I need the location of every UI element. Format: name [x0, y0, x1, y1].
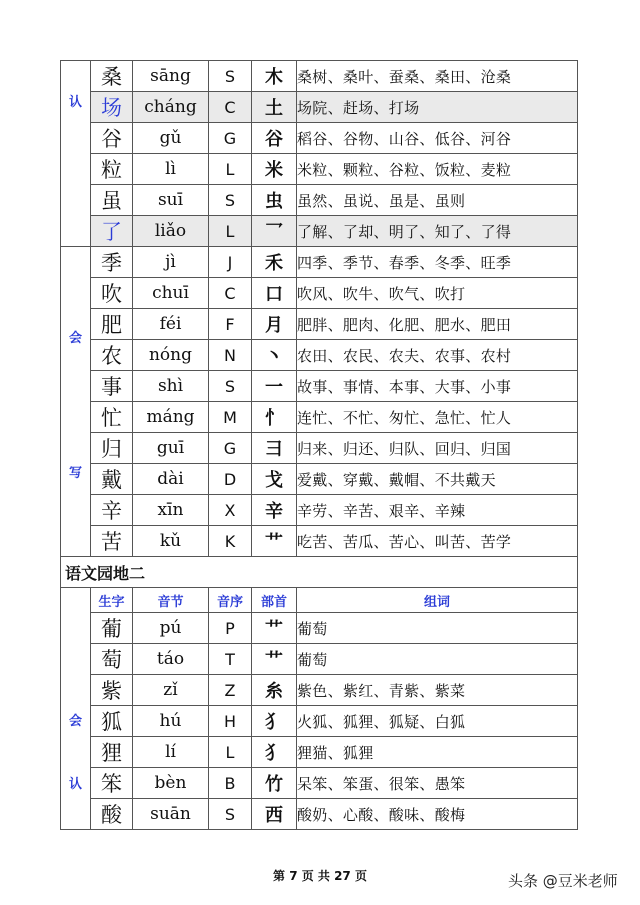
radical-cell: 月	[252, 309, 297, 340]
words-cell: 辛劳、辛苦、艰辛、辛辣	[297, 495, 578, 526]
table-row	[61, 92, 578, 123]
character-cell: 狐	[91, 706, 133, 737]
table-row	[61, 154, 578, 185]
character-cell: 葡	[91, 613, 133, 644]
radical-cell: 辛	[252, 495, 297, 526]
pinyin-cell: xīn	[133, 495, 209, 526]
pinyin-cell: pú	[133, 613, 209, 644]
radical-cell: 犭	[252, 706, 297, 737]
order-cell: J	[209, 247, 252, 278]
words-cell: 桑树、桑叶、蚕桑、桑田、沧桑	[297, 61, 578, 92]
pinyin-cell: hú	[133, 706, 209, 737]
radical-cell: 土	[252, 92, 297, 123]
pinyin-cell: lí	[133, 737, 209, 768]
radical-cell: 乛	[252, 216, 297, 247]
column-header-order: 音序	[209, 588, 252, 613]
character-cell: 忙	[91, 402, 133, 433]
radical-cell: 竹	[252, 768, 297, 799]
order-cell: N	[209, 340, 252, 371]
radical-cell: 艹	[252, 526, 297, 557]
character-cell: 谷	[91, 123, 133, 154]
order-cell: B	[209, 768, 252, 799]
column-header-radical: 部首	[252, 588, 297, 613]
table-row	[61, 706, 578, 737]
words-cell: 稻谷、谷物、山谷、低谷、河谷	[297, 123, 578, 154]
table-row	[61, 61, 578, 92]
words-cell: 虽然、虽说、虽是、虽则	[297, 185, 578, 216]
words-cell: 火狐、狐狸、狐疑、白狐	[297, 706, 578, 737]
pinyin-cell: féi	[133, 309, 209, 340]
pinyin-cell: suān	[133, 799, 209, 830]
side-label: 认	[68, 777, 82, 792]
pinyin-cell: cháng	[133, 92, 209, 123]
table-row	[61, 123, 578, 154]
vocabulary-table	[60, 60, 578, 830]
order-cell: L	[209, 737, 252, 768]
order-cell: L	[209, 216, 252, 247]
order-cell: C	[209, 278, 252, 309]
pinyin-cell: liǎo	[133, 216, 209, 247]
order-cell: C	[209, 92, 252, 123]
words-cell: 吃苦、苦瓜、苦心、叫苦、苦学	[297, 526, 578, 557]
side-label: 写	[68, 466, 82, 481]
table-row	[61, 216, 578, 247]
words-cell: 葡萄	[297, 644, 578, 675]
pinyin-cell: guī	[133, 433, 209, 464]
words-cell: 四季、季节、春季、冬季、旺季	[297, 247, 578, 278]
radical-cell: 糸	[252, 675, 297, 706]
column-header-words: 组词	[297, 588, 578, 613]
words-cell: 紫色、紫红、青紫、紫菜	[297, 675, 578, 706]
pinyin-cell: lì	[133, 154, 209, 185]
order-cell: G	[209, 433, 252, 464]
order-cell: L	[209, 154, 252, 185]
words-cell: 米粒、颗粒、谷粒、饭粒、麦粒	[297, 154, 578, 185]
character-cell: 紫	[91, 675, 133, 706]
table-row	[61, 185, 578, 216]
order-cell: K	[209, 526, 252, 557]
table-row	[61, 247, 578, 278]
character-cell: 事	[91, 371, 133, 402]
character-cell: 笨	[91, 768, 133, 799]
section-title: 语文园地二	[61, 557, 578, 588]
character-cell: 归	[91, 433, 133, 464]
order-cell: D	[209, 464, 252, 495]
table-row	[61, 737, 578, 768]
table-row	[61, 768, 578, 799]
character-cell: 戴	[91, 464, 133, 495]
order-cell: S	[209, 61, 252, 92]
side-label: 认	[68, 95, 82, 110]
words-cell: 农田、农民、农夫、农事、农村	[297, 340, 578, 371]
column-header-pinyin: 音节	[133, 588, 209, 613]
side-label-column	[61, 588, 91, 830]
pinyin-cell: máng	[133, 402, 209, 433]
character-cell: 场	[91, 92, 133, 123]
character-cell: 狸	[91, 737, 133, 768]
character-cell: 苦	[91, 526, 133, 557]
radical-cell: 艹	[252, 644, 297, 675]
pinyin-cell: suī	[133, 185, 209, 216]
words-cell: 连忙、不忙、匆忙、急忙、忙人	[297, 402, 578, 433]
radical-cell: 彐	[252, 433, 297, 464]
page-footer: 第 7 页 共 27 页	[273, 869, 367, 883]
pinyin-cell: shì	[133, 371, 209, 402]
section-title-row	[61, 557, 578, 588]
header-row	[61, 588, 578, 613]
order-cell: S	[209, 371, 252, 402]
character-cell: 桑	[91, 61, 133, 92]
words-cell: 呆笨、笨蛋、很笨、愚笨	[297, 768, 578, 799]
order-cell: Z	[209, 675, 252, 706]
column-header-char: 生字	[91, 588, 133, 613]
pinyin-cell: sāng	[133, 61, 209, 92]
character-cell: 吹	[91, 278, 133, 309]
words-cell: 肥胖、肥肉、化肥、肥水、肥田	[297, 309, 578, 340]
radical-cell: 戈	[252, 464, 297, 495]
order-cell: S	[209, 185, 252, 216]
character-cell: 酸	[91, 799, 133, 830]
radical-cell: 虫	[252, 185, 297, 216]
pinyin-cell: nóng	[133, 340, 209, 371]
pinyin-cell: jì	[133, 247, 209, 278]
table-row	[61, 526, 578, 557]
order-cell: X	[209, 495, 252, 526]
words-cell: 酸奶、心酸、酸味、酸梅	[297, 799, 578, 830]
radical-cell: 米	[252, 154, 297, 185]
radical-cell: 禾	[252, 247, 297, 278]
table-row	[61, 433, 578, 464]
character-cell: 季	[91, 247, 133, 278]
table-row	[61, 675, 578, 706]
character-cell: 肥	[91, 309, 133, 340]
pinyin-cell: zǐ	[133, 675, 209, 706]
side-label-column	[61, 247, 91, 557]
character-cell: 萄	[91, 644, 133, 675]
table-row	[61, 402, 578, 433]
words-cell: 葡萄	[297, 613, 578, 644]
radical-cell: 一	[252, 371, 297, 402]
words-cell: 归来、归还、归队、回归、归国	[297, 433, 578, 464]
radical-cell: 丶	[252, 340, 297, 371]
radical-cell: 谷	[252, 123, 297, 154]
order-cell: T	[209, 644, 252, 675]
side-label-column	[61, 61, 91, 247]
character-cell: 粒	[91, 154, 133, 185]
table-row	[61, 278, 578, 309]
table-row	[61, 309, 578, 340]
words-cell: 爱戴、穿戴、戴帽、不共戴天	[297, 464, 578, 495]
words-cell: 狸猫、狐狸	[297, 737, 578, 768]
pinyin-cell: dài	[133, 464, 209, 495]
side-label: 会	[68, 714, 82, 729]
words-cell: 吹风、吹牛、吹气、吹打	[297, 278, 578, 309]
radical-cell: 口	[252, 278, 297, 309]
order-cell: H	[209, 706, 252, 737]
pinyin-cell: gǔ	[133, 123, 209, 154]
table-row	[61, 495, 578, 526]
pinyin-cell: kǔ	[133, 526, 209, 557]
order-cell: F	[209, 309, 252, 340]
table-row	[61, 799, 578, 830]
order-cell: M	[209, 402, 252, 433]
order-cell: S	[209, 799, 252, 830]
radical-cell: 西	[252, 799, 297, 830]
order-cell: P	[209, 613, 252, 644]
pinyin-cell: bèn	[133, 768, 209, 799]
character-cell: 虽	[91, 185, 133, 216]
character-cell: 农	[91, 340, 133, 371]
order-cell: G	[209, 123, 252, 154]
words-cell: 了解、了却、明了、知了、了得	[297, 216, 578, 247]
table-row	[61, 464, 578, 495]
words-cell: 故事、事情、本事、大事、小事	[297, 371, 578, 402]
table-row	[61, 340, 578, 371]
watermark: 头条 @豆米老师	[508, 872, 618, 890]
side-label: 会	[68, 331, 82, 346]
pinyin-cell: chuī	[133, 278, 209, 309]
character-cell: 辛	[91, 495, 133, 526]
radical-cell: 艹	[252, 613, 297, 644]
words-cell: 场院、赶场、打场	[297, 92, 578, 123]
table-row	[61, 644, 578, 675]
radical-cell: 犭	[252, 737, 297, 768]
table-row	[61, 371, 578, 402]
pinyin-cell: táo	[133, 644, 209, 675]
character-cell: 了	[91, 216, 133, 247]
radical-cell: 木	[252, 61, 297, 92]
radical-cell: 忄	[252, 402, 297, 433]
table-row	[61, 613, 578, 644]
